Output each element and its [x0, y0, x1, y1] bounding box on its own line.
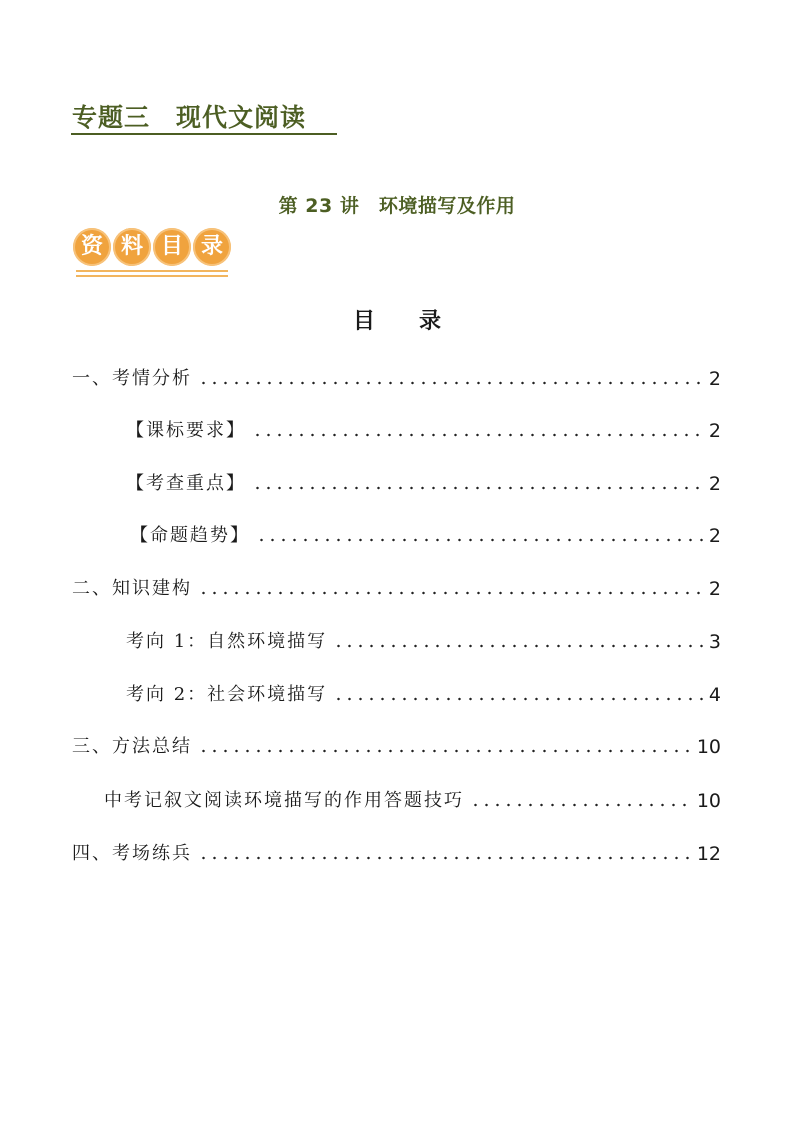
- banner-rule-2: [76, 275, 228, 277]
- toc-leader-dots: [333, 697, 703, 701]
- toc-heading: 目 录: [352, 308, 441, 334]
- toc-leader-dots: [252, 433, 703, 437]
- toc-entry-4[interactable]: [130, 521, 721, 547]
- toc-leader-dots: [198, 749, 691, 753]
- toc-entry-page: 2: [708, 368, 721, 390]
- toc-entry-page: 2: [708, 420, 721, 442]
- toc-entry-1[interactable]: [72, 364, 721, 390]
- banner-rule-1: [76, 270, 228, 272]
- title-underline: [71, 133, 337, 135]
- toc-entry-page: 3: [708, 631, 721, 653]
- toc-entry-page: 2: [708, 525, 721, 547]
- toc-leader-dots: [333, 644, 703, 648]
- toc-leader-dots: [470, 803, 691, 807]
- toc-entry-label: 中考记叙文阅读环境描写的作用答题技巧: [104, 790, 464, 811]
- banner-char-1: 资: [73, 228, 111, 266]
- toc-leader-dots: [252, 486, 703, 490]
- toc-entry-label: 考向 1：自然环境描写: [126, 631, 328, 652]
- materials-contents-banner: [73, 228, 233, 280]
- toc-entry-page: 2: [708, 473, 721, 495]
- toc-entry-label: 二、知识建构: [72, 578, 192, 599]
- toc-entry-label: 考向 2：社会环境描写: [126, 684, 328, 705]
- toc-entry-3[interactable]: [126, 469, 721, 495]
- banner-char-4: 录: [193, 228, 231, 266]
- toc-entry-page: 2: [708, 578, 721, 600]
- toc-leader-dots: [198, 856, 691, 860]
- toc-leader-dots: [198, 381, 703, 385]
- toc-entry-label: 四、考场练兵: [72, 843, 192, 864]
- toc-entry-page: 10: [696, 790, 721, 812]
- toc-entry-label: 一、考情分析: [72, 368, 192, 389]
- toc-entry-10[interactable]: [72, 839, 721, 865]
- toc-entry-9[interactable]: [104, 786, 721, 812]
- toc-leader-dots: [198, 591, 703, 595]
- toc-entry-label: 【命题趋势】: [130, 525, 250, 546]
- toc-leader-dots: [256, 538, 703, 542]
- toc-entry-label: 【考查重点】: [126, 473, 246, 494]
- toc-entry-7[interactable]: [126, 680, 721, 706]
- toc-entry-label: 三、方法总结: [72, 736, 192, 757]
- topic-title: 专题三 现代文阅读: [72, 103, 307, 132]
- lecture-title: 第 23 讲 环境描写及作用: [278, 195, 516, 217]
- toc-entry-8[interactable]: [72, 732, 721, 758]
- toc-entry-page: 12: [696, 843, 721, 865]
- banner-char-3: 目: [153, 228, 191, 266]
- toc-entry-page: 10: [696, 736, 721, 758]
- toc-entry-5[interactable]: [72, 574, 721, 600]
- toc-entry-2[interactable]: [126, 416, 721, 442]
- toc-entry-page: 4: [708, 684, 721, 706]
- banner-char-2: 料: [113, 228, 151, 266]
- toc-entry-6[interactable]: [126, 627, 721, 653]
- toc-entry-label: 【课标要求】: [126, 420, 246, 441]
